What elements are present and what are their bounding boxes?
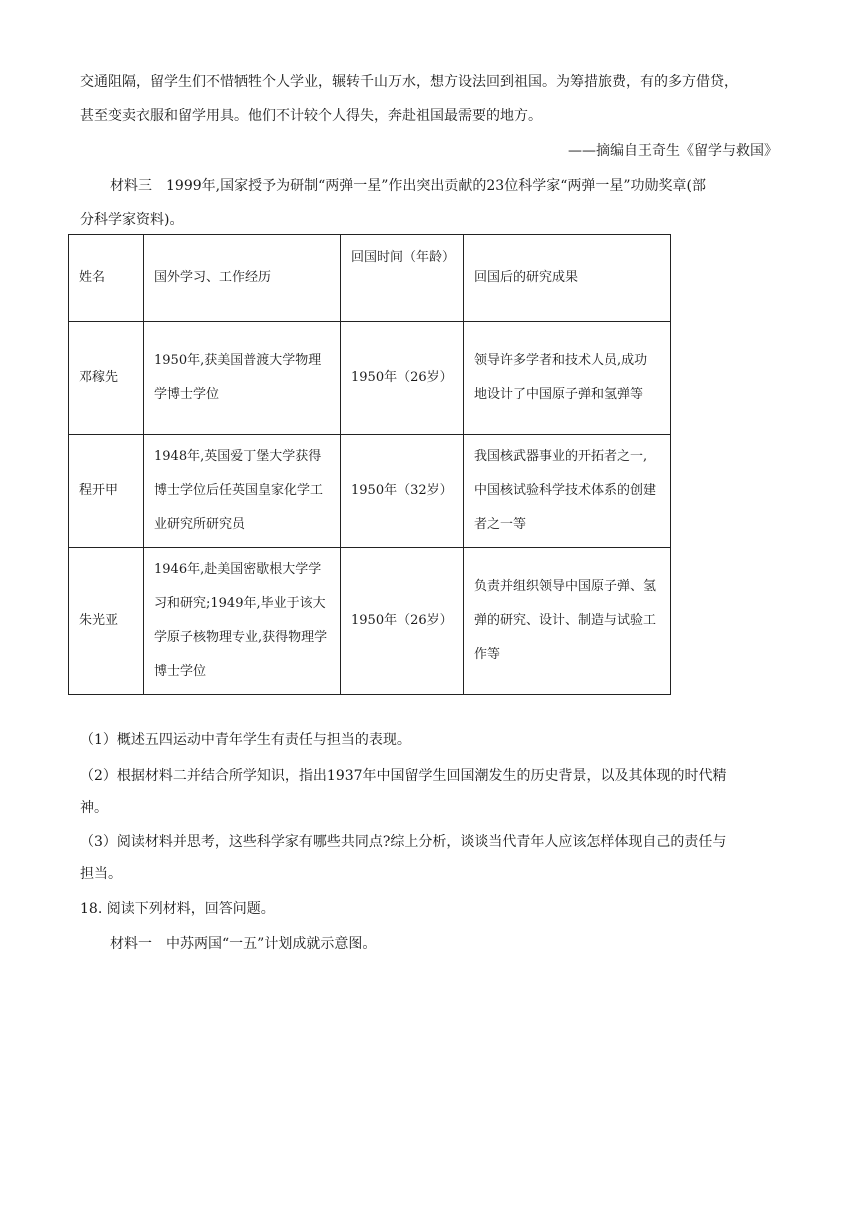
- cell-name: 程开甲: [69, 435, 144, 548]
- table-header-row: [69, 235, 671, 322]
- table-row: [69, 322, 671, 435]
- question-2-line2: 神。: [80, 800, 108, 816]
- material3-intro-line1: 材料三 1999年,国家授予为研制“两弹一星”作出突出贡献的23位科学家“两弹一星”功勋奖章(部: [110, 178, 706, 194]
- material2-source: ——摘编自王奇生《留学与救国》: [568, 143, 778, 159]
- cell-return: 1950年（32岁）: [341, 435, 464, 548]
- material2-text-line1: 交通阻隔，留学生们不惜牺牲个人学业，辗转千山万水，想方设法回到祖国。为筹措旅费，有的多方借贷，: [80, 74, 738, 90]
- question-1: （1）概述五四运动中青年学生有责任与担当的表现。: [80, 732, 411, 748]
- table-row: [69, 435, 671, 548]
- cell-name: 邓稼先: [69, 322, 144, 435]
- header-experience: 国外学习、工作经历: [144, 235, 341, 322]
- table-row: [69, 548, 671, 695]
- question-3-line2: 担当。: [80, 866, 122, 882]
- header-achievement: 回国后的研究成果: [464, 235, 671, 322]
- question-18-title: 18. 阅读下列材料，回答问题。: [80, 901, 275, 917]
- cell-experience: 1946年,赴美国密歇根大学学习和研究;1949年,毕业于该大学原子核物理专业,获得物理学博士学位: [144, 548, 341, 695]
- material3-intro-line2: 分科学家资料)。: [80, 212, 184, 228]
- cell-name: 朱光亚: [69, 548, 144, 695]
- question-3-line1: （3）阅读材料并思考，这些科学家有哪些共同点?综上分析，谈谈当代青年人应该怎样体现自己的责任与: [80, 834, 727, 850]
- cell-return: 1950年（26岁）: [341, 322, 464, 435]
- cell-achievement: 负责并组织领导中国原子弹、氢弹的研究、设计、制造与试验工作等: [464, 548, 671, 695]
- material2-text-line2: 甚至变卖衣服和留学用具。他们不计较个人得失，奔赴祖国最需要的地方。: [80, 108, 542, 124]
- cell-achievement: 我国核武器事业的开拓者之一,中国核试验科学技术体系的创建者之一等: [464, 435, 671, 548]
- question-2-line1: （2）根据材料二并结合所学知识，指出1937年中国留学生回国潮发生的历史背景，以及其体现的时代精: [80, 768, 727, 784]
- cell-experience: 1950年,获美国普渡大学物理学博士学位: [144, 322, 341, 435]
- header-return: 回国时间（年龄）: [341, 235, 464, 322]
- header-name: 姓名: [69, 235, 144, 322]
- cell-return: 1950年（26岁）: [341, 548, 464, 695]
- cell-experience: 1948年,英国爱丁堡大学获得博士学位后任英国皇家化学工业研究所研究员: [144, 435, 341, 548]
- scientists-table: [68, 234, 671, 695]
- question-18-material1: 材料一 中苏两国“一五”计划成就示意图。: [110, 936, 377, 952]
- cell-achievement: 领导许多学者和技术人员,成功地设计了中国原子弹和氢弹等: [464, 322, 671, 435]
